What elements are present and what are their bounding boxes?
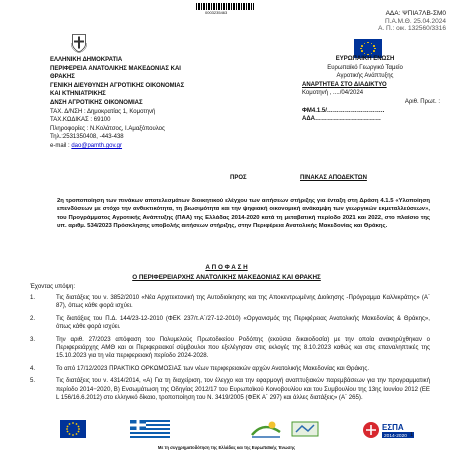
eu-title: ΕΥΡΩΠΑΙΚΗ ΕΝΩΣΗ [335, 56, 395, 62]
list-item [30, 336, 430, 361]
protocol-number: Αριθ. Πρωτ. : [404, 98, 440, 105]
issuer-line-3: ΘΡΑΚΗΣ [50, 74, 75, 81]
item-text: Την αριθ. 27/2023 απόφαση του Πολυμελούς Πρωτοδικείου Ροδόπης (εκούσια δικαιοδοσία) με την οποία ανακηρύχθηκαν ο Περιφερειάρχης ΑΜΘ και οι Περιφερειακοί σύμβουλοι που εξελέγησαν στις εκλογές της 8.10.2023 καθώς και στις επαναληπτικές της 15.10.2023 για τη νέα περιφερειακή περίοδο 2024-2028. [56, 335, 430, 360]
list-item [30, 294, 430, 311]
ada-protocol: Α. Π.: οικ. 132560/3316 [378, 25, 446, 32]
list-item [30, 315, 430, 332]
rural-development-logo-icon [250, 420, 282, 438]
list-item [30, 365, 430, 373]
greek-flag-footer-icon [130, 420, 170, 438]
phone: Τηλ.:2531350408, -443-438 [50, 134, 124, 141]
espa-label: ΕΣΠΑ [382, 423, 404, 432]
ada-block [378, 10, 446, 33]
item-text: Τις διατάξεις του ν. 3852/2010 «Νέα Αρχιτεκτονική της Αυτοδιοίκησης και της Αποκεντρωμένης Διοίκησης -Πρόγραμμα Καλλικράτης» (Α΄ 87), όπως κάθε φορά ισχύει. [56, 294, 430, 310]
issuer-line-5: ΚΑΙ ΚΤΗΝΙΑΤΡΙΚΗΣ [50, 91, 106, 98]
issuer-line-6: ΔΝΣΗ ΑΓΡΟΤΙΚΗΣ ΟΙΚΟΝΟΜΙΑΣ [50, 99, 143, 106]
issuer-line-1: ΕΛΛΗΝΙΚΗ ΔΗΜΟΚΡΑΤΙΑ [50, 57, 123, 63]
item-text: Τις διατάξεις του ν. 4314/2014, «Α) Για τη διαχείριση, τον έλεγχο και την εφαρμογή αναπτυξιακών παρεμβάσεων για την προγραμματική περίοδο 2014−2020, Β) Ενσωμάτωση της Οδηγίας 2012/17 του Ευρωπαϊκού Κοινοβουλίου και του Συμβουλίου της 13ης Ιουνίου 2012 (ΕΕ L 156/16.6.2012) στο ελληνικό δίκαιο, τροποποίηση του Ν. 3419/2005 (ΦΕΚ Α΄ 297) και άλλες διατάξεις» (Α΄ 265). [56, 377, 430, 402]
item-text: Τις διατάξεις του Π.Δ. 144/23-12-2010 (ΦΕΚ 237/τ.Α΄/27-12-2010) «Οργανισμός της Περιφέρειας Ανατολικής Μακεδονίας & Θράκης», όπως κάθε φορά ισχύει. [56, 314, 430, 331]
barcode-number: 0003235463 [205, 10, 228, 15]
contact-info: Πληροφορίες : Ν.Κολάτσος, Ι.Αμαξόπουλος [50, 125, 165, 132]
email-link[interactable]: dao@pamth.gov.gr [71, 142, 123, 149]
item-number: 3. [30, 335, 36, 343]
subject-paragraph: 2η τροποποίηση των πινάκων αποτελεσμάτων διοικητικού ελέγχου των αιτήσεων στήριξης για ένταξη στη Δράση 4.1.5 «Υλοποίηση επενδύσεων με στόχο την ανθεκτικότητα, τη βιωσιμότητα και την ψηφιακή οικονομική ανάκαμψη των γεωργικών εκμεταλλεύσεων», του Προγράμματος Αγροτικής Ανάπτυξης (ΠΑΑ) της Ελλάδας 2014-2020 κατά τη μεταβατική περίοδο 2021 και 2022, στο πλαίσιο της υπ. αριθμ. 534/2023 Πρόσκλησης υποβολής αιτήσεων στήριξης, στην Περιφέρεια Ανατολικής Μακεδονίας και Θράκης. [57, 198, 430, 229]
place-date: Κομοτηνή , ..../04/2024 [302, 90, 364, 97]
page-number: 1 [409, 432, 413, 438]
fm-number: ΦΜ4.1.5/……………………….. [302, 107, 385, 114]
list-item [30, 377, 430, 402]
espa-years: 2014-2020 [384, 433, 407, 439]
barcode [196, 3, 254, 10]
email-row [50, 142, 240, 151]
to-label: ΠΡΟΣ [230, 175, 247, 181]
having-in-view: Έχοντας υπόψη: [30, 283, 76, 290]
ada-placeholder: ΑΔΑ…………………………… [302, 116, 381, 123]
item-number: 1. [30, 294, 36, 301]
footer-logos [60, 420, 420, 444]
issuer-line-4: ΓΕΝΙΚΗ ΔΙΕΥΘΥΝΣΗ ΑΓΡΟΤΙΚΗΣ ΟΙΚΟΝΟΜΙΑΣ [50, 82, 185, 89]
decision-title: Α Π Ο Φ Α Σ Η [205, 264, 248, 271]
eu-fund-2: Αγροτικής Ανάπτυξης [336, 73, 394, 80]
item-number: 5. [30, 377, 36, 385]
issuer-header [50, 56, 240, 151]
email-label: e-mail : [50, 142, 72, 149]
postal-code: ΤΑΧ.ΚΩΔΙΚΑΣ : 69100 [50, 117, 111, 124]
eu-header [290, 55, 440, 124]
recipients-table-label: ΠΙΝΑΚΑΣ ΑΠΟΔΕΚΤΩΝ [300, 175, 367, 181]
cofinancing-note: Με τη συγχρηματοδότηση της Ελλάδας και της Ευρωπαϊκής Ένωσης [157, 445, 296, 450]
item-text: Το από 17/12/2023 ΠΡΑΚΤΙΚΟ ΟΡΚΩΜΟΣΙΑΣ των νέων περιφερειακών αρχών Ανατολικής Μακεδονίας και Θράκης. [56, 364, 370, 372]
ada-code: ΑΔΑ: ΨΠΙΑ7ΛΒ-ΣΜ0 [385, 10, 446, 17]
post-online-label: ΑΝΑΡΤΗΤΕΑ ΣΤΟ ΔΙΑΔΙΚΤΥΟ [302, 81, 387, 88]
greek-emblem-icon [71, 33, 87, 53]
decision-issuer: Ο ΠΕΡΙΦΕΡΕΙΑΡΧΗΣ ΑΝΑΤΟΛΙΚΗΣ ΜΑΚΕΔΟΝΙΑΣ ΚΑΙ ΘΡΑΚΗΣ [132, 274, 321, 281]
ada-date: Π.Α.Μ.Θ. 25.04.2024 [384, 17, 446, 25]
program-logo-icon [290, 420, 320, 438]
item-number: 4. [30, 364, 36, 372]
issuer-line-2: ΠΕΡΙΦΕΡΕΙΑ ΑΝΑΤΟΛΙΚΗΣ ΜΑΚΕΔΟΝΙΑΣ ΚΑΙ [50, 65, 181, 72]
eu-fund: Ευρωπαϊκό Γεωργικό Ταμείο [327, 64, 403, 71]
address: ΤΑΧ. Δ/ΝΣΗ : Δημοκρατίας 1, Κομοτηνή [50, 108, 156, 115]
considerations-list [30, 294, 430, 406]
eu-flag-footer-icon [60, 420, 86, 438]
item-number: 2. [30, 314, 36, 322]
